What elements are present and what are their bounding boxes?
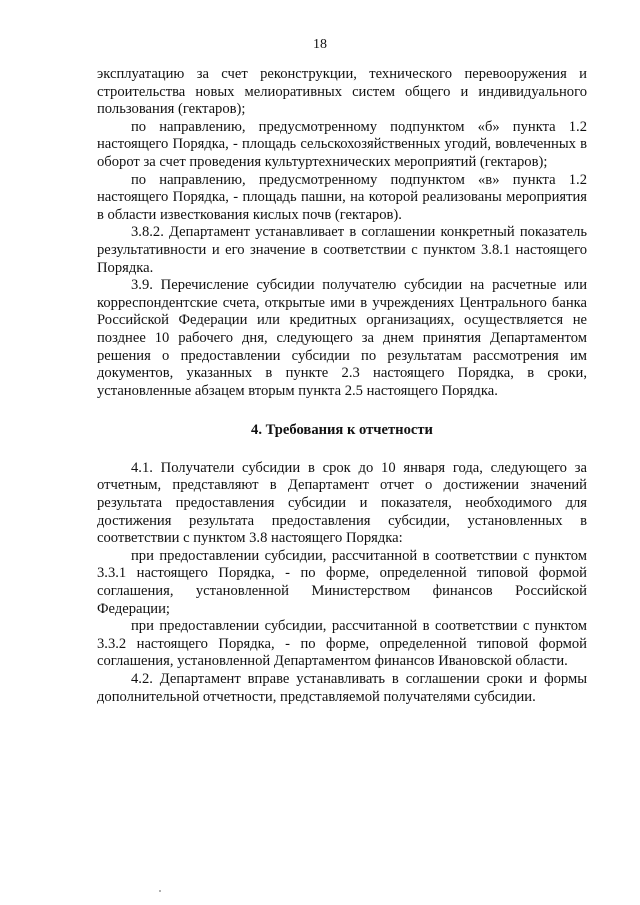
scan-speck [159,890,161,892]
page-number: 18 [313,37,327,52]
paragraph-4-2: 4.2. Департамент вправе устанавливать в соглашении сроки и формы дополнительной отчетности, представляемой получателями субсидии. [97,671,587,705]
paragraph-direction-b: по направлению, предусмотренному подпунктом «б» пункта 1.2 настоящего Порядка, - площадь сельскохозяйственных угодий, вовлеченных в оборот за счет проведения культуртехнических мероприятий (гектаров); [97,118,587,170]
section-4 [97,460,587,706]
paragraph-4-1: 4.1. Получатели субсидии в срок до 10 января года, следующего за отчетным, представляют в Департамент отчет о достижении значений результата предоставления субсидии и показателя, необходимого для достижения результата предоставления субсидии, установленных в соответствии с пунктом 3.8 настоящего Порядка: [97,459,587,547]
paragraph-3-9: 3.9. Перечисление субсидии получателю субсидии на расчетные или корреспондентские счета, открытые ими в учреждениях Центрального банка Российской Федерации или кредитных организациях, осуществляется не позднее 10 рабочего дня, следующего за днем принятия Департаментом решения о предоставлении субсидии по результатам рассмотрения им документов, указанных в пункте 2.3 настоящего Порядка, в сроки, установленные абзацем вторым пункта 2.5 настоящего Порядка. [97,277,587,399]
paragraph-4-1-form-3-3-2: при предоставлении субсидии, рассчитанной в соответствии с пунктом 3.3.2 настоящего Порядка, - по форме, определенной типовой формой соглашения, установленной Департаментом финансов Ивановской области. [97,618,587,670]
document-body [97,66,587,706]
paragraph-4-1-form-3-3-1: при предоставлении субсидии, рассчитанной в соответствии с пунктом 3.3.1 настоящего Порядка, - по форме, определенной типовой формой соглашения, установленной Министерством финансов Российской Федерации; [97,547,587,617]
paragraph-reconstruction: эксплуатацию за счет реконструкции, технического перевооружения и строительства новых мелиоративных систем общего и индивидуального пользования (гектаров); [97,66,587,118]
section-4-heading: 4. Требования к отчетности [251,422,433,439]
paragraph-3-8-2: 3.8.2. Департамент устанавливает в соглашении конкретный показатель результативности и его значение в соответствии с пунктом 3.8.1 настоящего Порядка. [97,224,587,276]
paragraph-direction-v: по направлению, предусмотренному подпунктом «в» пункта 1.2 настоящего Порядка, - площадь пашни, на которой реализованы мероприятия в области известкования кислых почв (гектаров). [97,171,587,223]
section-3-continuation [97,66,587,400]
